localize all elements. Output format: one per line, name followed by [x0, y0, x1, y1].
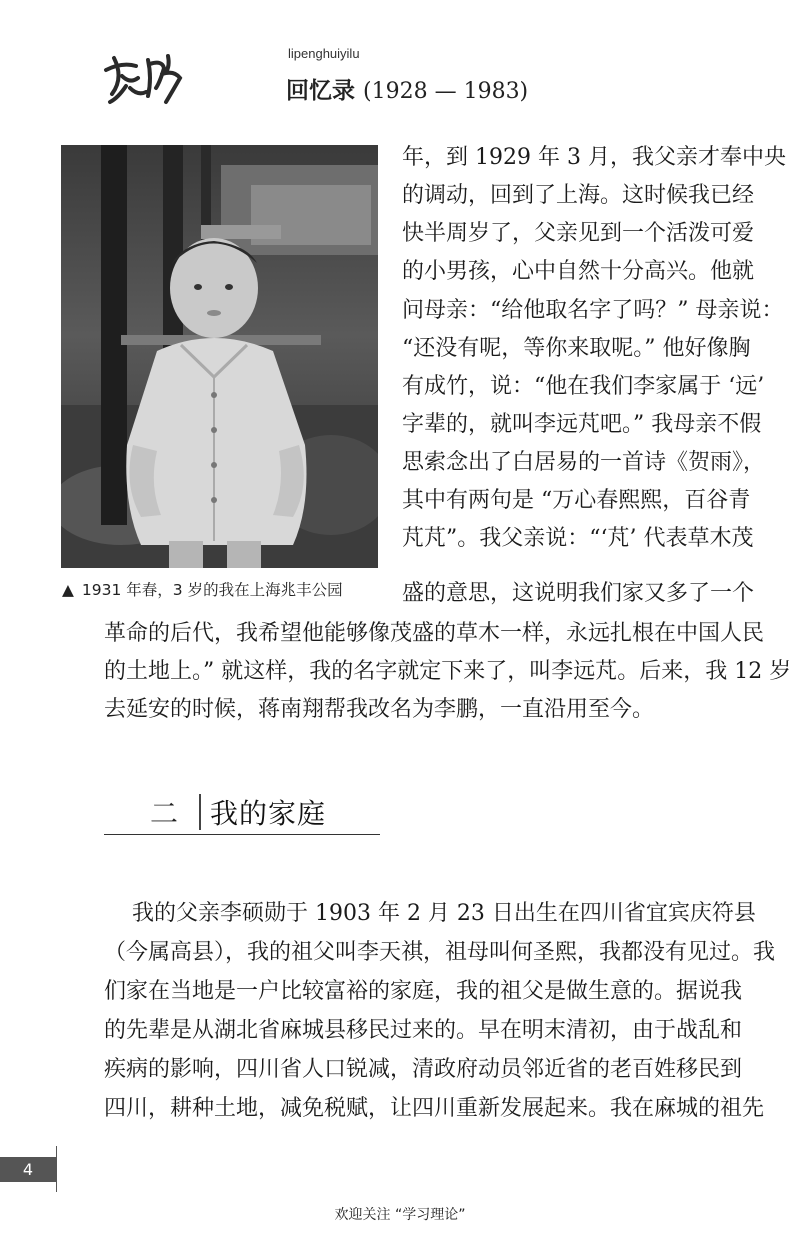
section-title: 我的家庭	[210, 797, 327, 830]
paragraph-line: 年，到 1929 年 3 月，我父亲才奉中央	[402, 145, 786, 170]
paragraph-line: 的调动，回到了上海。这时候我已经	[402, 183, 755, 208]
paragraph-line: 芃芃”。我父亲说：“‘芃’ 代表草木茂	[402, 526, 754, 551]
paragraph-line: 四川，耕种土地，减免税赋，让四川重新发展起来。我在麻城的祖先	[104, 1096, 765, 1121]
paragraph-line: 去延安的时候，蒋南翔帮我改名为李鹏，一直沿用至今。	[104, 697, 655, 722]
paragraph-line: 的先辈是从湖北省麻城县移民过来的。早在明末清初，由于战乱和	[104, 1018, 743, 1043]
paragraph-line: 问母亲：“给他取名字了吗？” 母亲说：	[402, 298, 784, 323]
section-divider	[199, 794, 201, 830]
book-header	[100, 44, 529, 114]
paragraph-line: 我的父亲李硕勋于 1903 年 2 月 23 日出生在四川省宜宾庆符县	[104, 901, 756, 926]
paragraph-line: 革命的后代，我希望他能够像茂盛的草木一样，永远扎根在中国人民	[104, 621, 765, 646]
page-number-rule	[56, 1146, 57, 1192]
paragraph-line: 字辈的，就叫李远芃吧。” 我母亲不假	[402, 412, 762, 437]
header-title-cn: 回忆录	[286, 77, 355, 104]
header-title	[286, 72, 528, 105]
footer-note: 欢迎关注 “学习理论”	[334, 1207, 466, 1223]
paragraph-line: 的小男孩，心中自然十分高兴。他就	[402, 259, 755, 284]
paragraph-line: 疾病的影响，四川省人口锐减，清政府动员邻近省的老百姓移民到	[104, 1057, 743, 1082]
header-years: (1928 — 1983)	[363, 79, 529, 104]
paragraph-line: 们家在当地是一户比较富裕的家庭，我的祖父是做生意的。据说我	[104, 979, 743, 1004]
author-signature-logo	[100, 48, 184, 106]
paragraph-line: （今属高县），我的祖父叫李天祺，祖母叫何圣熙，我都没有见过。我	[104, 940, 776, 965]
childhood-photo	[61, 145, 378, 568]
caption-text: 1931 年春，3 岁的我在上海兆丰公园	[81, 581, 343, 599]
section-underline	[104, 834, 380, 835]
photo-caption	[62, 578, 343, 600]
section-heading	[104, 790, 380, 836]
paragraph-line: 快半周岁了，父亲见到一个活泼可爱	[402, 221, 755, 246]
paragraph-line: 其中有两句是 “万心春熙熙，百谷青	[402, 488, 751, 513]
paragraph-line: 思索念出了白居易的一首诗《贺雨》，	[402, 450, 766, 475]
header-pinyin: lipenghuiyilu	[288, 46, 360, 61]
paragraph-line: 有成竹，说：“他在我们李家属于 ‘远’	[402, 374, 765, 399]
page-number: 4	[0, 1157, 56, 1182]
paragraph-line: “还没有呢，等你来取呢。” 他好像胸	[402, 336, 751, 361]
paragraph-line: 的土地上。” 就这样，我的名字就定下来了，叫李远芃。后来，我 12 岁	[104, 659, 792, 684]
paragraph-line: 盛的意思，这说明我们家又多了一个	[402, 581, 755, 606]
caption-triangle-icon: ▲	[62, 581, 74, 599]
section-number: 二	[150, 797, 179, 830]
